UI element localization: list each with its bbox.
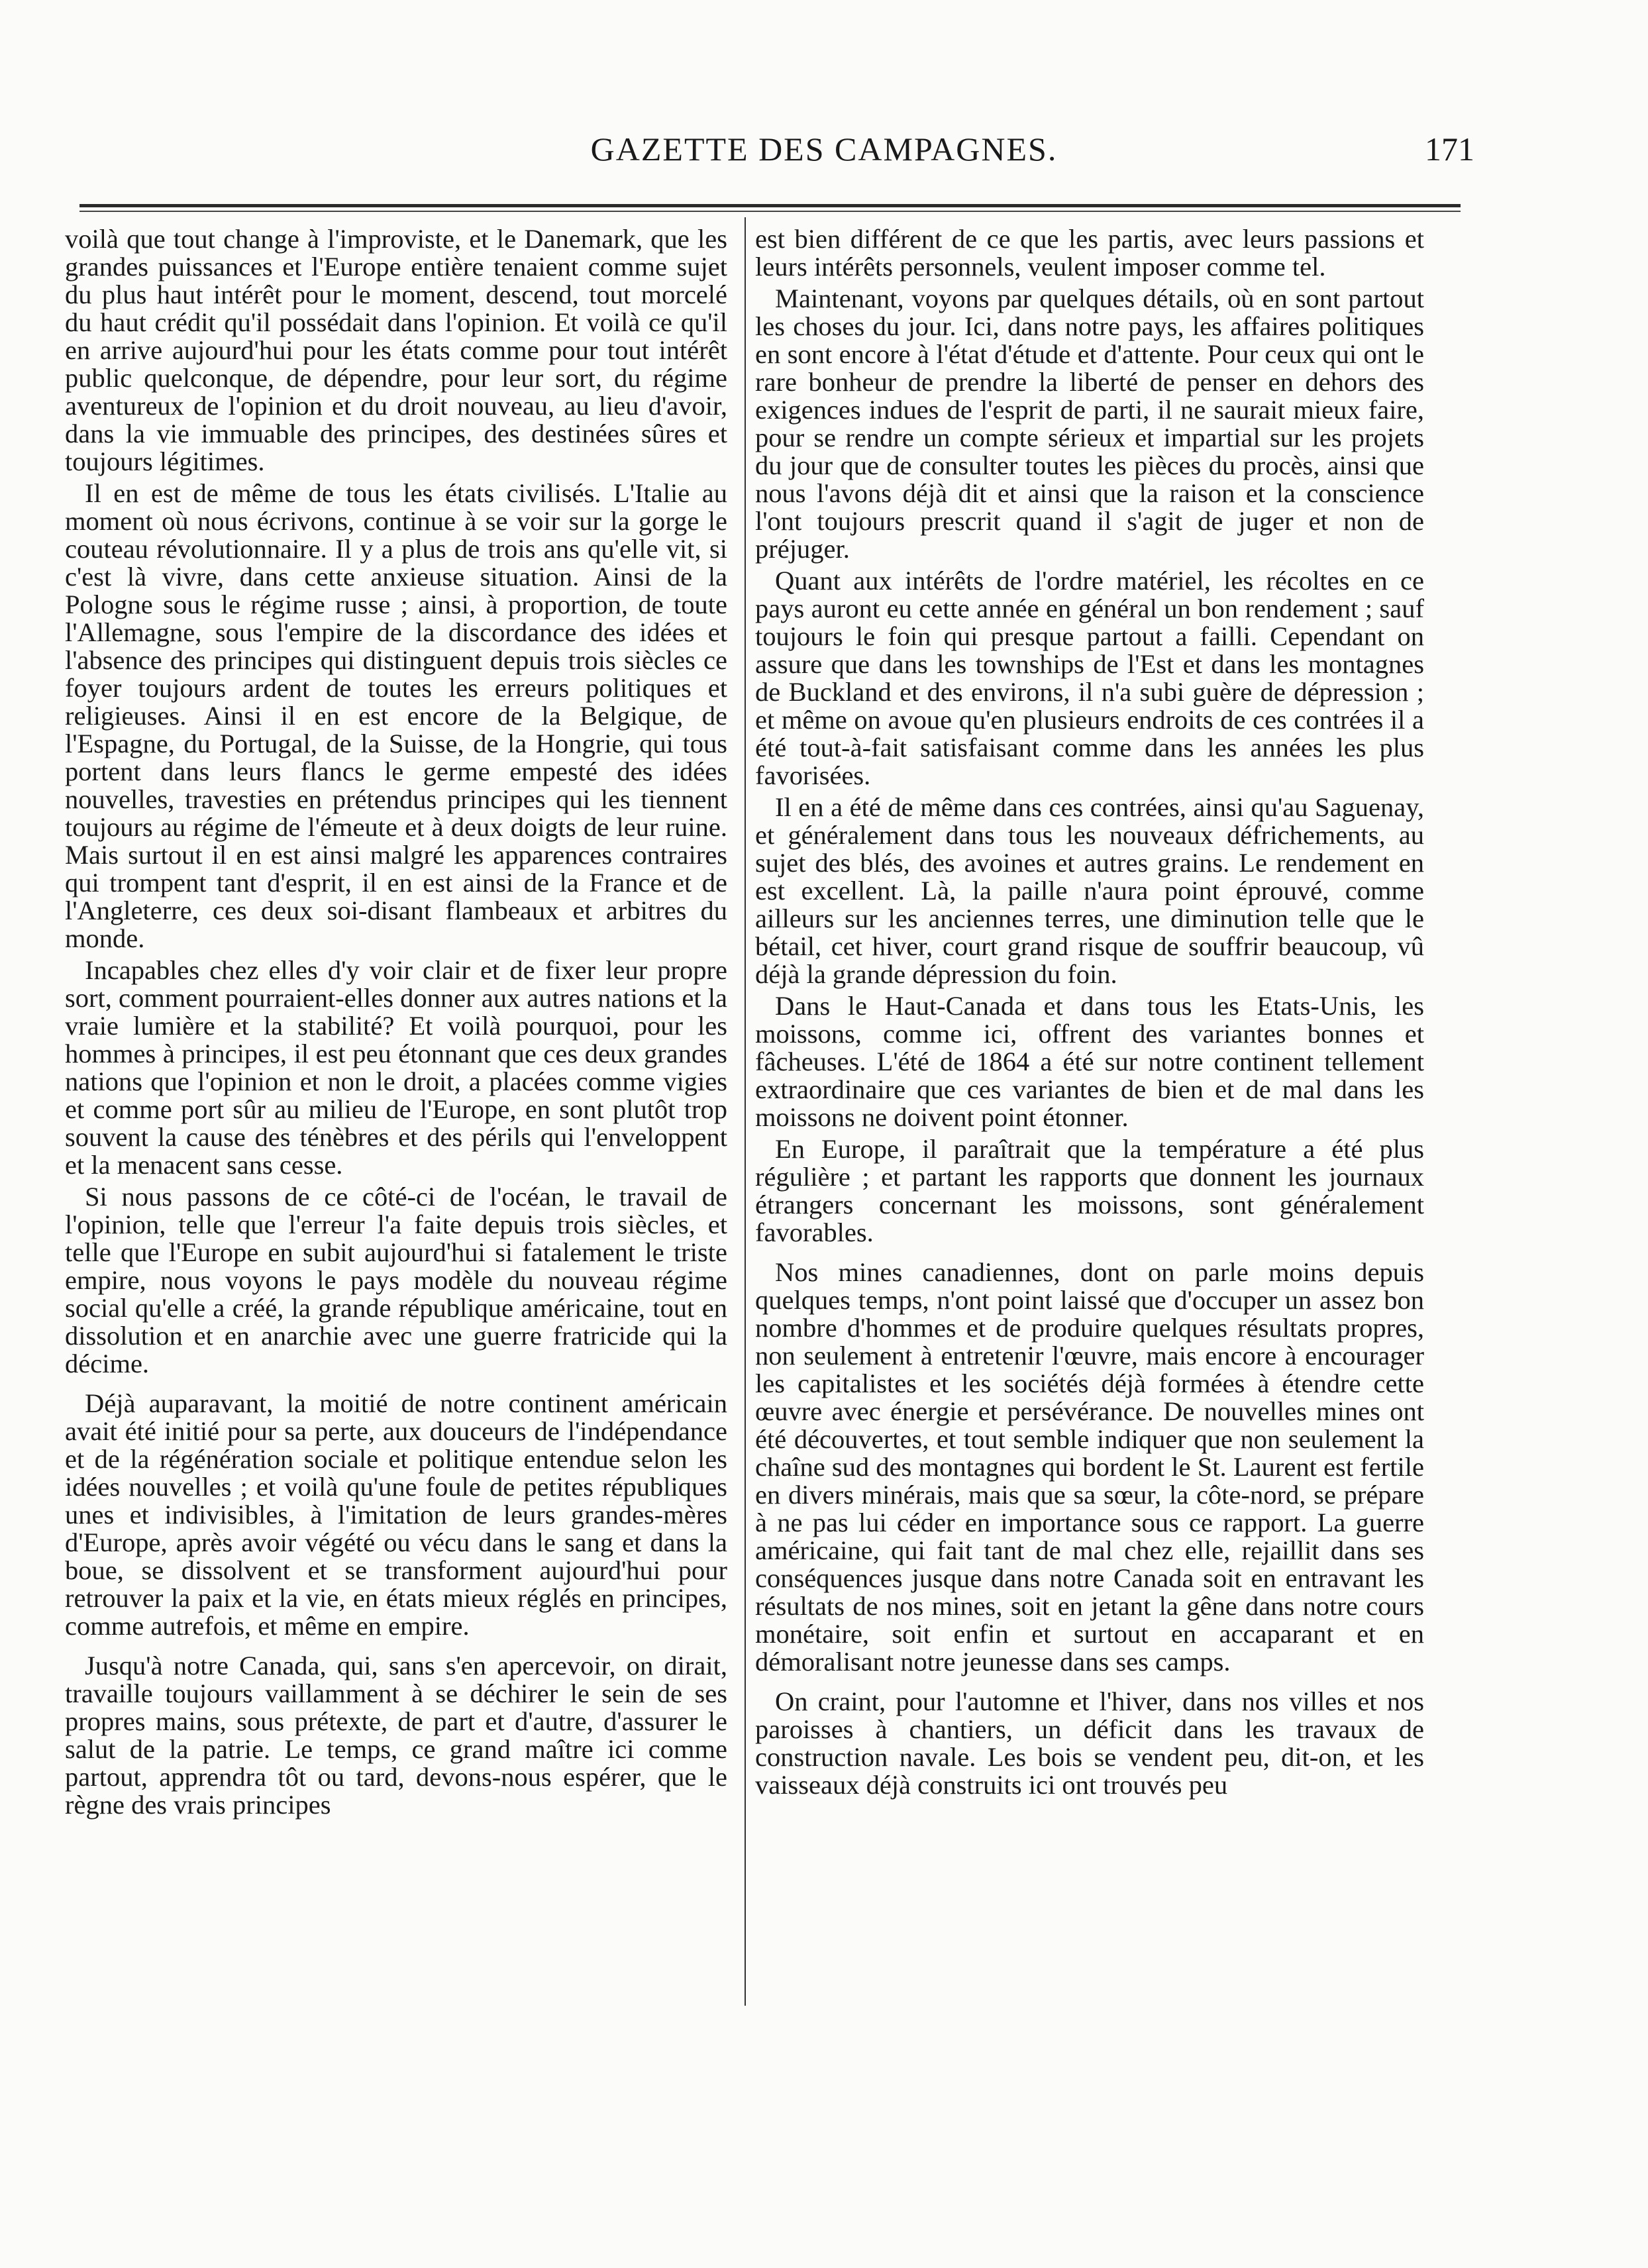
paragraph: voilà que tout change à l'improviste, et le Danemark, que les grandes puissances et l'Europe entière tenaient comme sujet du plus haut intérêt pour le moment, descend, tout morcelé du haut crédit qu'il possédait dans l'opinion. Et voilà ce qu'il en arrive aujourd'hui pour les états comme pour tout intérêt public quelconque, de dépendre, pour leur sort, du régime aventureux de l'opinion et du droit nouveau, au lieu d'avoir, dans la vie immuable des principes, des destinées sûres et toujours légitimes. xyxy=(65,224,727,476)
left-column xyxy=(65,225,727,1823)
paragraph: Quant aux intérêts de l'ordre matériel, les récoltes en ce pays auront eu cette année en général un bon rendement ; sauf toujours le foin qui presque partout a failli. Cependant on assure que dans les townships de l'Est et dans les montagnes de Buckland et des environs, il n'a subi guère de dépression ; et même on avoue qu'en plusieurs endroits de ces contrées il a été tout-à-fait satisfaisant comme dans les années les plus favorisées. xyxy=(755,566,1424,790)
column-divider xyxy=(745,217,746,2006)
paragraph: Déjà auparavant, la moitié de notre continent américain avait été initié pour sa perte, aux douceurs de l'indépendance et de la régénération sociale et politique entendue selon les idées nouvelles ; et voilà qu'une foule de petites républiques unes et indivisibles, à l'imitation de leurs grandes-mères d'Europe, après avoir végété ou vécu dans le sang et dans la boue, se dissolvent et se transforment aujourd'hui pour retrouver la paix et la vie, en états mieux réglés en principes, comme autrefois, et même en empire. xyxy=(65,1388,727,1641)
page-number: 171 xyxy=(1425,130,1474,168)
paragraph: En Europe, il paraîtrait que la température a été plus régulière ; et partant les rapports que donnent les journaux étrangers concernant les moissons, sont généralement favorables. xyxy=(755,1134,1424,1247)
right-column xyxy=(755,225,1424,1803)
paragraph: Jusqu'à notre Canada, qui, sans s'en apercevoir, on dirait, travaille toujours vaillamment à se déchirer le sein de ses propres mains, sous prétexte, de part et d'autre, d'assurer le salut de la patrie. Le temps, ce grand maître ici comme partout, apprendra tôt ou tard, devons-nous espérer, que le règne des vrais principes xyxy=(65,1651,727,1820)
paragraph: Il en est de même de tous les états civilisés. L'Italie au moment où nous écrivons, continue à se voir sur la gorge le couteau révolutionnaire. Il y a plus de trois ans qu'elle vit, si c'est là vivre, dans cette anxieuse situation. Ainsi de la Pologne sous le régime russe ; ainsi, à proportion, de toute l'Allemagne, sous l'empire de la discordance des idées et l'absence des principes qui distinguent depuis trois siècles ce foyer toujours ardent de toutes les erreurs politiques et religieuses. Ainsi il en est encore de la Belgique, de l'Espagne, du Portugal, de la Suisse, de la Hongrie, qui tous portent dans leurs flancs le germe empesté des idées nouvelles, travesties en prétendus principes qui les tiennent toujours au régime de l'émeute et à deux doigts de leur ruine. Mais surtout il en est ainsi malgré les apparences contraires qui trompent tant d'esprit, il en est ainsi de la France et de l'Angleterre, ces deux soi-disant flambeaux et arbitres du monde. xyxy=(65,478,727,953)
page-header xyxy=(0,123,1648,182)
paragraph: Incapables chez elles d'y voir clair et de fixer leur propre sort, comment pourraient-elles donner aux autres nations et la vraie lumière et la stabilité? Et voilà pourquoi, pour les hommes à principes, il est peu étonnant que ces deux grandes nations que l'opinion et non le droit, a placées comme vigies et comme port sûr au milieu de l'Europe, en sont plutôt trop souvent la cause des ténèbres et des périls qui l'enveloppent et la menacent sans cesse. xyxy=(65,955,727,1180)
paragraph: Nos mines canadiennes, dont on parle moins depuis quelques temps, n'ont point laissé que d'occuper un assez bon nombre d'hommes et de produire quelques résultats propres, non seulement à entretenir l'œuvre, mais encore à encourager les capitalistes et les sociétés déjà formées à étendre cette œuvre avec énergie et persévérance. De nouvelles mines ont été découvertes, et tout semble indiquer que non seulement la chaîne sud des montagnes qui bordent le St. Laurent est fertile en divers minérais, mais que sa sœur, la côte-nord, se prépare à ne pas lui céder en importance sous ce rapport. La guerre américaine, qui fait tant de mal chez elle, rejaillit dans ses conséquences jusque dans notre Canada soit en entravant les résultats de nos mines, soit en jetant la gêne dans notre cours monétaire, soit enfin et surtout en accaparant et en démoralisant notre jeunesse dans ses camps. xyxy=(755,1257,1424,1676)
paragraph: Il en a été de même dans ces contrées, ainsi qu'au Saguenay, et généralement dans tous les nouveaux défrichements, au sujet des blés, des avoines et autres grains. Le rendement en est excellent. Là, la paille n'aura point éprouvé, comme ailleurs sur les anciennes terres, une diminution telle que le bétail, cet hiver, court grand risque de souffrir beaucoup, vû déjà la grande dépression du foin. xyxy=(755,792,1424,989)
paragraph: On craint, pour l'automne et l'hiver, dans nos villes et nos paroisses à chantiers, un déficit dans les travaux de construction navale. Les bois se vendent peu, dit-on, et les vaisseaux déjà construits ici ont trouvés peu xyxy=(755,1686,1424,1800)
paragraph: Dans le Haut-Canada et dans tous les Etats-Unis, les moissons, comme ici, offrent des variantes bonnes et fâcheuses. L'été de 1864 a été sur notre continent tellement extraordinaire que ces variantes de bien et de mal dans les moissons ne doivent point étonner. xyxy=(755,991,1424,1132)
running-title: GAZETTE DES CAMPAGNES. xyxy=(590,130,1058,168)
header-rule xyxy=(79,204,1461,207)
paragraph: Maintenant, voyons par quelques détails, où en sont partout les choses du jour. Ici, dans notre pays, les affaires politiques en sont encore à l'état d'étude et d'attente. Pour ceux qui ont le rare bonheur de prendre la liberté de penser en dehors des exigences indues de l'esprit de parti, il ne saurait mieux faire, pour se rendre un compte sérieux et impartial sur les projets du jour que de consulter toutes les pièces du procès, ainsi que nous l'avons déjà dit et ainsi que la raison et la conscience l'ont toujours prescrit quand il s'agit de juger et non de préjuger. xyxy=(755,284,1424,564)
paragraph: est bien différent de ce que les partis, avec leurs passions et leurs intérêts personnels, veulent imposer comme tel. xyxy=(755,224,1424,282)
header-rule-thin xyxy=(79,211,1461,212)
paragraph: Si nous passons de ce côté-ci de l'océan, le travail de l'opinion, telle que l'erreur l'a faite depuis trois siècles, et telle que l'Europe en subit aujourd'hui si fatalement le triste empire, nous voyons le pays modèle du nouveau régime social qu'elle a créé, la grande république américaine, tout en dissolution et en anarchie avec une guerre fratricide qui la décime. xyxy=(65,1182,727,1378)
